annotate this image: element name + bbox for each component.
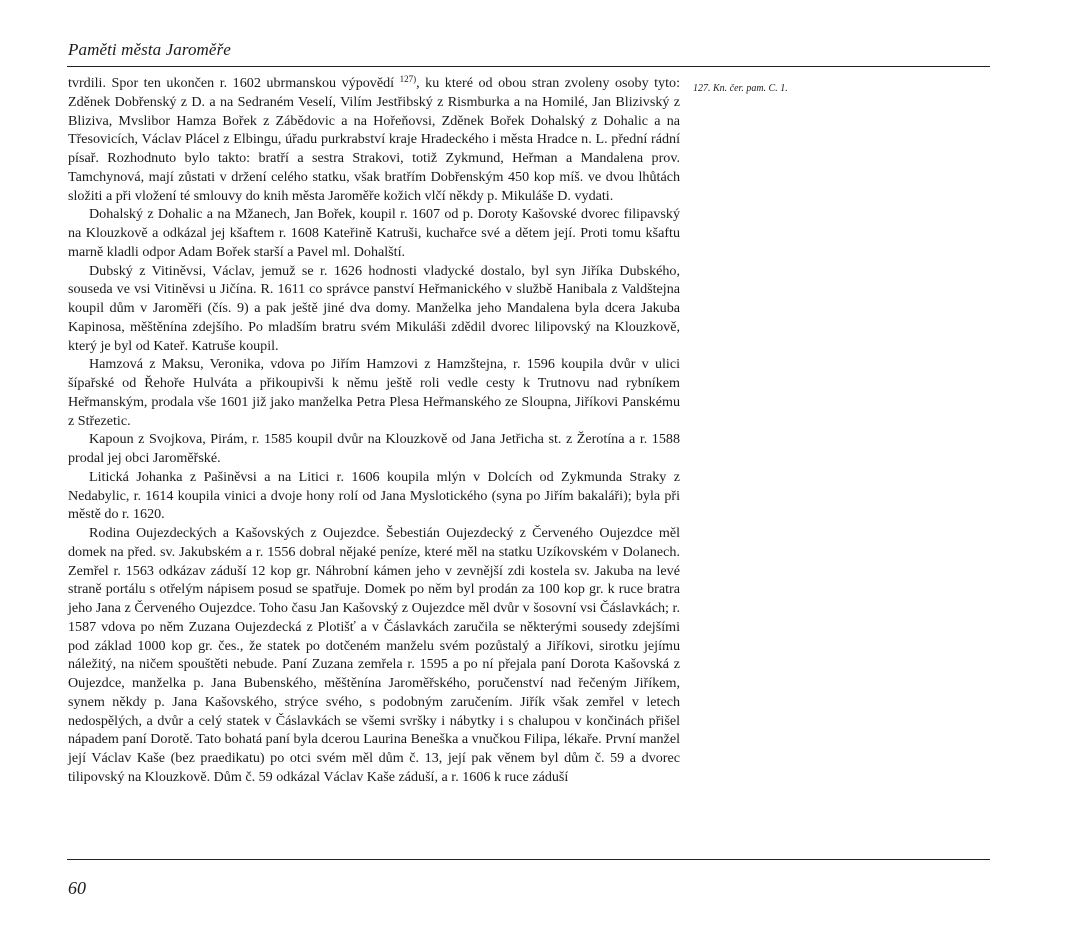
paragraph: Dohalský z Dohalic a na Mžanech, Jan Bořek, koupil r. 1607 od p. Doroty Kašovské dvorec filipavský na Klouzkově a odkázal jej kšaftem r. 1608 Kateřině Katruši, kuchařce své a dětem její. Proti tomu kšaftu marně kladli odpor Adam Bořek starší a Pavel ml. Dohalští. [68, 206, 680, 260]
paragraph: Hamzová z Maksu, Veronika, vdova po Jiřím Hamzovi z Hamzštejna, r. 1596 koupila dvůr v ulici šípařské od Řehoře Hulváta a přikoupivši k němu ještě roli vedle cesty k Trutnovu nad rybníkem Heřmanským, prodala vše 1601 již jako manželka Petra Plesa Heřmanského ze Sloupna, Jiříkovi Panskému z Střezetic. [68, 356, 680, 429]
header-rule [67, 66, 990, 67]
paragraph-text: , ku které od obou stran zvoleny osoby tyto: Zděnek Dobřenský z D. a na Sedraném Veselí, Vilím Jestřibský z Rismburka a na Homilé, Jan Blizivský z Bliziva, Mvslibor Hamza Bořek z Zábědovic a na Hořeňovsi, Zděnek Bořek Dohalský z Dohalic a na Třesovicích, Václav Plácel z Elbingu, úřadu purkrabství kraje Hradeckého i města Hradce n. L. přední rádní písař. Rozhodnuto bylo takto: bratří a sestra Strakovi, totiž Zykmund, Heřman a Mandalena prov. Tamchynová, mají zůstati v držení celého statku, však bratřím Dobřenským 450 kop míš. ve dvou lhůtách složiti a při vložení té smlouvy do knih města Jaroměře kožich vlčí někdy p. Mikuláše D. vydati. [68, 75, 680, 204]
body-text [68, 74, 680, 787]
paragraph-text: tvrdili. Spor ten ukončen r. 1602 ubrmanskou výpovědí [68, 75, 400, 91]
paragraph [68, 74, 680, 205]
page-number: 60 [68, 878, 86, 898]
running-head: Paměti města Jaroměře [68, 40, 231, 59]
footnote-reference: 127) [399, 74, 417, 84]
paragraph: Litická Johanka z Pašiněvsi a na Litici r. 1606 koupila mlýn v Dolcích od Zykmunda Straky z Nedabylic, r. 1614 koupila vinici a dvoje hony rolí od Jana Myslotického (syna po Jiřím bakaláři); byla při městě do r. 1620. [68, 468, 680, 523]
paragraph: Rodina Oujezdeckých a Kašovských z Oujezdce. Šebestián Oujezdecký z Červeného Oujezdce měl domek na před. sv. Jakubském a r. 1556 dobral nějaké peníze, které měl na statku Uzíkovském v Dolanech. Zemřel r. 1563 odkázav záduší 12 kop gr. Náhrobní kámen jeho v zevnější zdi kostela sv. Jakuba na levé straně portálu s otřelým nápisem posud se spatřuje. Domek po něm byl prodán za 100 kop gr. k ruce bratra jeho Jana z Červeného Oujezdce. Toho času Jan Kašovský z Oujezdce měl dvůr v šosovní vsi Čáslavkách; r. 1587 vdova po něm Zuzana Oujezdecká z Plotišť a v Čáslavkách zaručila se některými sousedy zdejšími pod základ 1000 kop gr. čes., že statek po dotčeném manželu svém pozůstalý a Jiříkovi, sirotku jejímu náležitý, na ničem spouštěti nebude. Paní Zuzana zemřela r. 1595 a po ní přejala paní Dorota Kašovská z Oujezdce, manželka p. Jana Bubenského, měštěnína Jaroměřského, poručenství nad řečeným Jiříkem, synem někdy p. Jana Kašovského, strýce svého, s podobným zaručením. Jiřík však zemřel v letech nedospělých, a dvůr a celý statek v Čáslavkách se všemi svršky i nábytky i s chalupou v končinách přišel nápadem paní Dorotě. Tato bohatá paní byla dcerou Laurina Beneška a vnučkou Filipa, lékaře. První manžel její Václav Kaše (bez praedikatu) po otci svém měl dům č. 13, její pak věnem byl dům č. 59 a dvorec tilipovský na Klouzkově. Dům č. 59 odkázal Václav Kaše záduší, a r. 1606 k ruce záduší [68, 525, 680, 785]
paragraph: Dubský z Vitiněvsi, Václav, jemuž se r. 1626 hodnosti vladycké dostalo, byl syn Jiříka Dubského, souseda ve vsi Vitiněvsi u Jičína. R. 1611 co správce panství Heřmanického v službě Hanibala z Valdštejna koupil dům v Jaroměři (čís. 9) a pak ještě jiné dva domy. Manželka jeho Mandalena byla dcera Jakuba Kapinosa, měštěnína zdejšího. Po mladším bratru svém Mikuláši zdědil dvorec lilipovský na Klouzkově, který je byl od Kateř. Katruše koupil. [68, 262, 680, 354]
paragraph: Kapoun z Svojkova, Pirám, r. 1585 koupil dvůr na Klouzkově od Jana Jetřicha st. z Žerotína a r. 1588 prodal jej obci Jaroměřské. [68, 431, 680, 466]
footnote: 127. Kn. čer. pam. C. 1. [693, 83, 788, 94]
footer-rule [67, 859, 990, 860]
